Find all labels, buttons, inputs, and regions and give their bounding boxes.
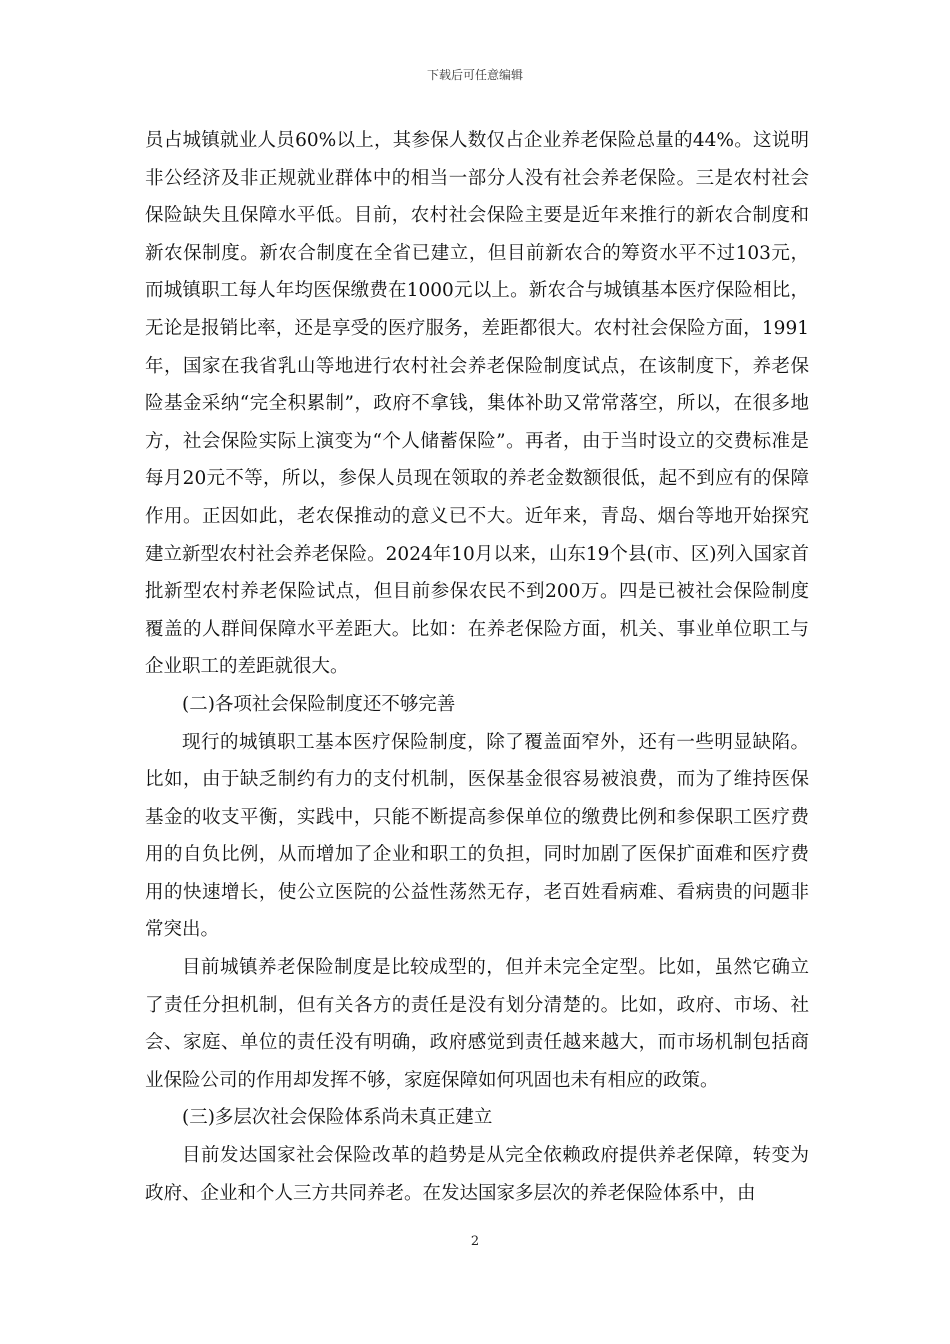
section-heading: (三)多层次社会保险体系尚未真正建立 (182, 1107, 493, 1129)
body-paragraph: 目前发达国家社会保险改革的趋势是从完全依赖政府提供养老保障，转变为政府、企业和个人三方共同养老。在发达国家多层次的养老保险体系中，由 (145, 1145, 809, 1204)
page-number: 2 (470, 1234, 480, 1249)
body-paragraph: 目前城镇养老保险制度是比较成型的，但并未完全定型。比如，虽然它确立了责任分担机制，但有关各方的责任是没有划分清楚的。比如，政府、市场、社会、家庭、单位的责任没有明确，政府感觉到责任越来越大，而市场机制包括商业保险公司的作用却发挥不够，家庭保障如何巩固也未有相应的政策。 (145, 957, 809, 1091)
document-body (145, 122, 809, 1212)
body-paragraph: 现行的城镇职工基本医疗保险制度，除了覆盖面窄外，还有一些明显缺陷。比如，由于缺乏制约有力的支付机制，医保基金很容易被浪费，而为了维持医保基金的收支平衡，实践中，只能不断提高参保单位的缴费比例和参保职工医疗费用的自负比例，从而增加了企业和职工的负担，同时加剧了医保扩面难和医疗费用的快速增长，使公立医院的公益性荡然无存，老百姓看病难、看病贵的问题非常突出。 (145, 731, 809, 941)
body-paragraph: 员占城镇就业人员60%以上，其参保人数仅占企业养老保险总量的44%。这说明非公经济及非正规就业群体中的相当一部分人没有社会养老保险。三是农村社会保险缺失且保障水平低。目前，农村社会保险主要是近年来推行的新农合制度和新农保制度。新农合制度在全省已建立，但目前新农合的筹资水平不过103元，而城镇职工每人年均医保缴费在1000元以上。新农合与城镇基本医疗保险相比，无论是报销比率，还是享受的医疗服务，差距都很大。农村社会保险方面，1991年，国家在我省乳山等地进行农村社会养老保险制度试点，在该制度下，养老保险基金采纳“完全积累制”，政府不拿钱，集体补助又常常落空，所以，在很多地方，社会保险实际上演变为“个人储蓄保险”。再者，由于当时设立的交费标准是每月20元不等，所以，参保人员现在领取的养老金数额很低，起不到应有的保障作用。正因如此，老农保推动的意义已不大。近年来，青岛、烟台等地开始探究建立新型农村社会养老保险。2024年10月以来，山东19个县(市、区)列入国家首批新型农村养老保险试点，但目前参保农民不到200万。四是已被社会保险制度覆盖的人群间保障水平差距大。比如：在养老保险方面，机关、事业单位职工与企业职工的差距就很大。 (145, 130, 809, 678)
section-heading: (二)各项社会保险制度还不够完善 (182, 693, 456, 715)
page-header: 下载后可任意编辑 (426, 68, 523, 82)
